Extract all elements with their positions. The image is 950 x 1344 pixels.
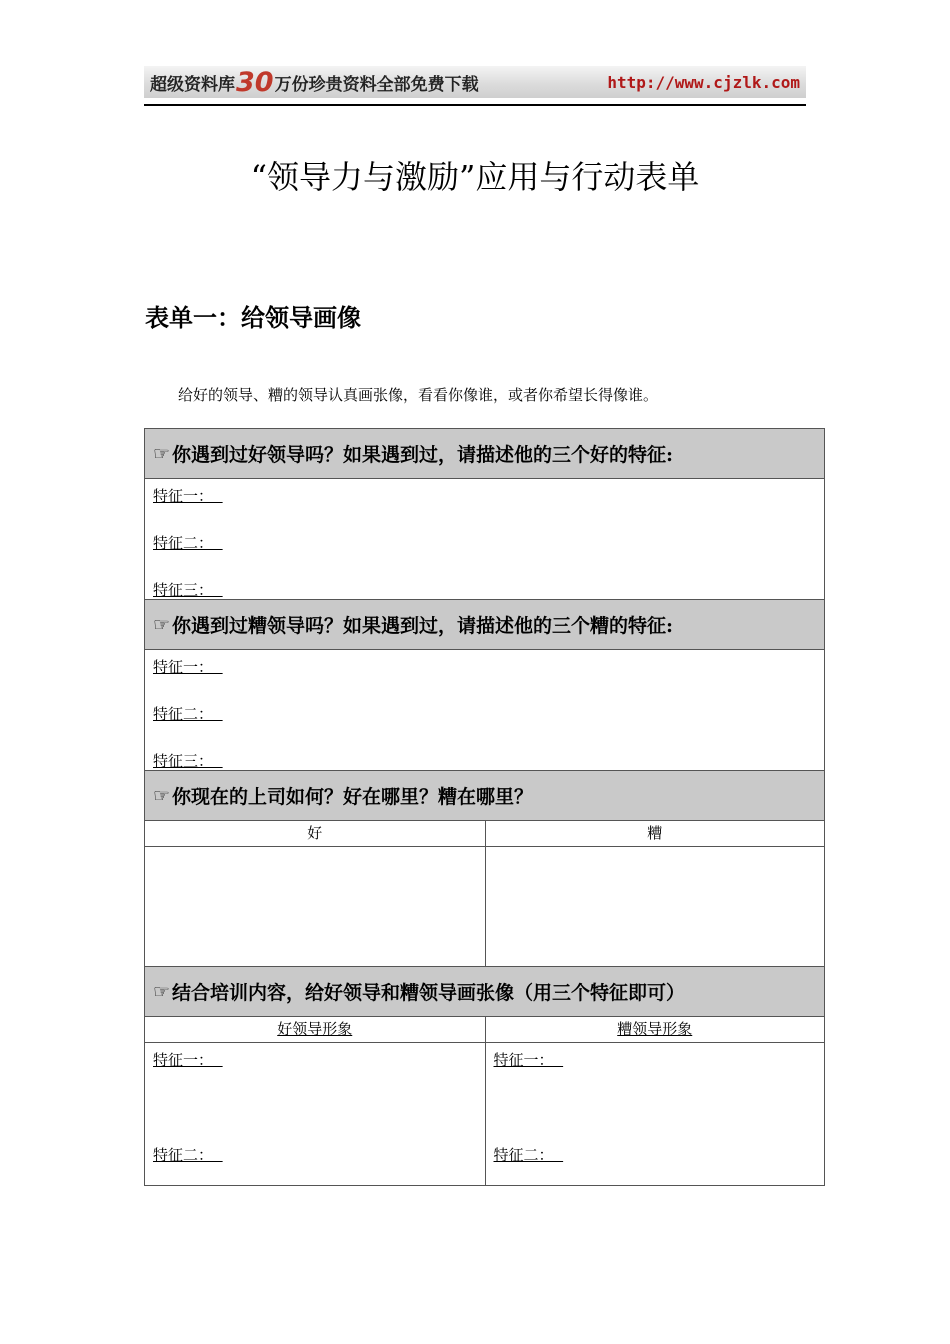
bad-column [485,821,825,966]
question-header [145,429,824,479]
good-column [145,821,485,966]
question-text: 你遇到过糟领导吗？如果遇到过，请描述他的三个糟的特征: [172,615,674,637]
trait-field-3[interactable]: 特征三： [153,581,214,599]
pointing-hand-icon: ☞ [153,442,171,465]
trait-field-1[interactable]: 特征一： [153,1051,214,1069]
column-header-good-portrait: 好领导形象 [145,1017,485,1043]
question-header [145,771,824,821]
good-answer-area[interactable] [145,847,485,965]
question-text: 你现在的上司如何？好在哪里？糟在哪里？ [172,786,534,808]
trait-field-3[interactable]: 特征三： [153,752,214,770]
trait-field-1[interactable]: 特征一： [153,658,214,676]
banner-number: 30 [236,66,274,98]
two-column-table [145,1017,824,1185]
pointing-hand-icon: ☞ [153,784,171,807]
two-column-table [145,821,824,966]
bad-portrait-column [485,1017,825,1185]
question-box-portrait [144,966,825,1186]
column-header-bad: 糟 [486,821,825,847]
column-header-bad-portrait: 糟领导形象 [486,1017,825,1043]
question-box-current-boss [144,770,825,967]
trait-field-1[interactable]: 特征一： [153,487,214,505]
column-header-good: 好 [145,821,485,847]
bad-answer-area[interactable] [486,847,825,965]
section-title: 表单一：给领导画像 [145,304,361,332]
banner-url-link[interactable]: http://www.cjzlk.com [607,72,800,92]
pointing-hand-icon: ☞ [153,980,171,1003]
good-portrait-column [145,1017,485,1185]
trait-field-1[interactable]: 特征一： [493,1051,554,1069]
site-banner [144,66,806,98]
trait-field-2[interactable]: 特征二： [153,1146,214,1164]
question-text: 你遇到过好领导吗？如果遇到过，请描述他的三个好的特征: [172,444,674,466]
document-title: “领导力与激励”应用与行动表单 [250,158,700,196]
trait-field-2[interactable]: 特征二： [153,534,214,552]
question-text: 结合培训内容，给好领导和糟领导画张像（用三个特征即可） [172,982,686,1004]
trait-field-2[interactable]: 特征二： [153,705,214,723]
pointing-hand-icon: ☞ [153,613,171,636]
question-box-good-leader [144,428,825,600]
banner-text-post: 万份珍贵资料全部免费下载 [274,74,479,95]
banner-text-pre: 超级资料库 [150,74,235,95]
intro-text: 给好的领导、糟的领导认真画张像，看看你像谁，或者你希望长得像谁。 [178,386,659,404]
header-divider [144,104,806,106]
question-header [145,967,824,1017]
question-header [145,600,824,650]
question-box-bad-leader [144,599,825,771]
trait-field-2[interactable]: 特征二： [493,1146,554,1164]
